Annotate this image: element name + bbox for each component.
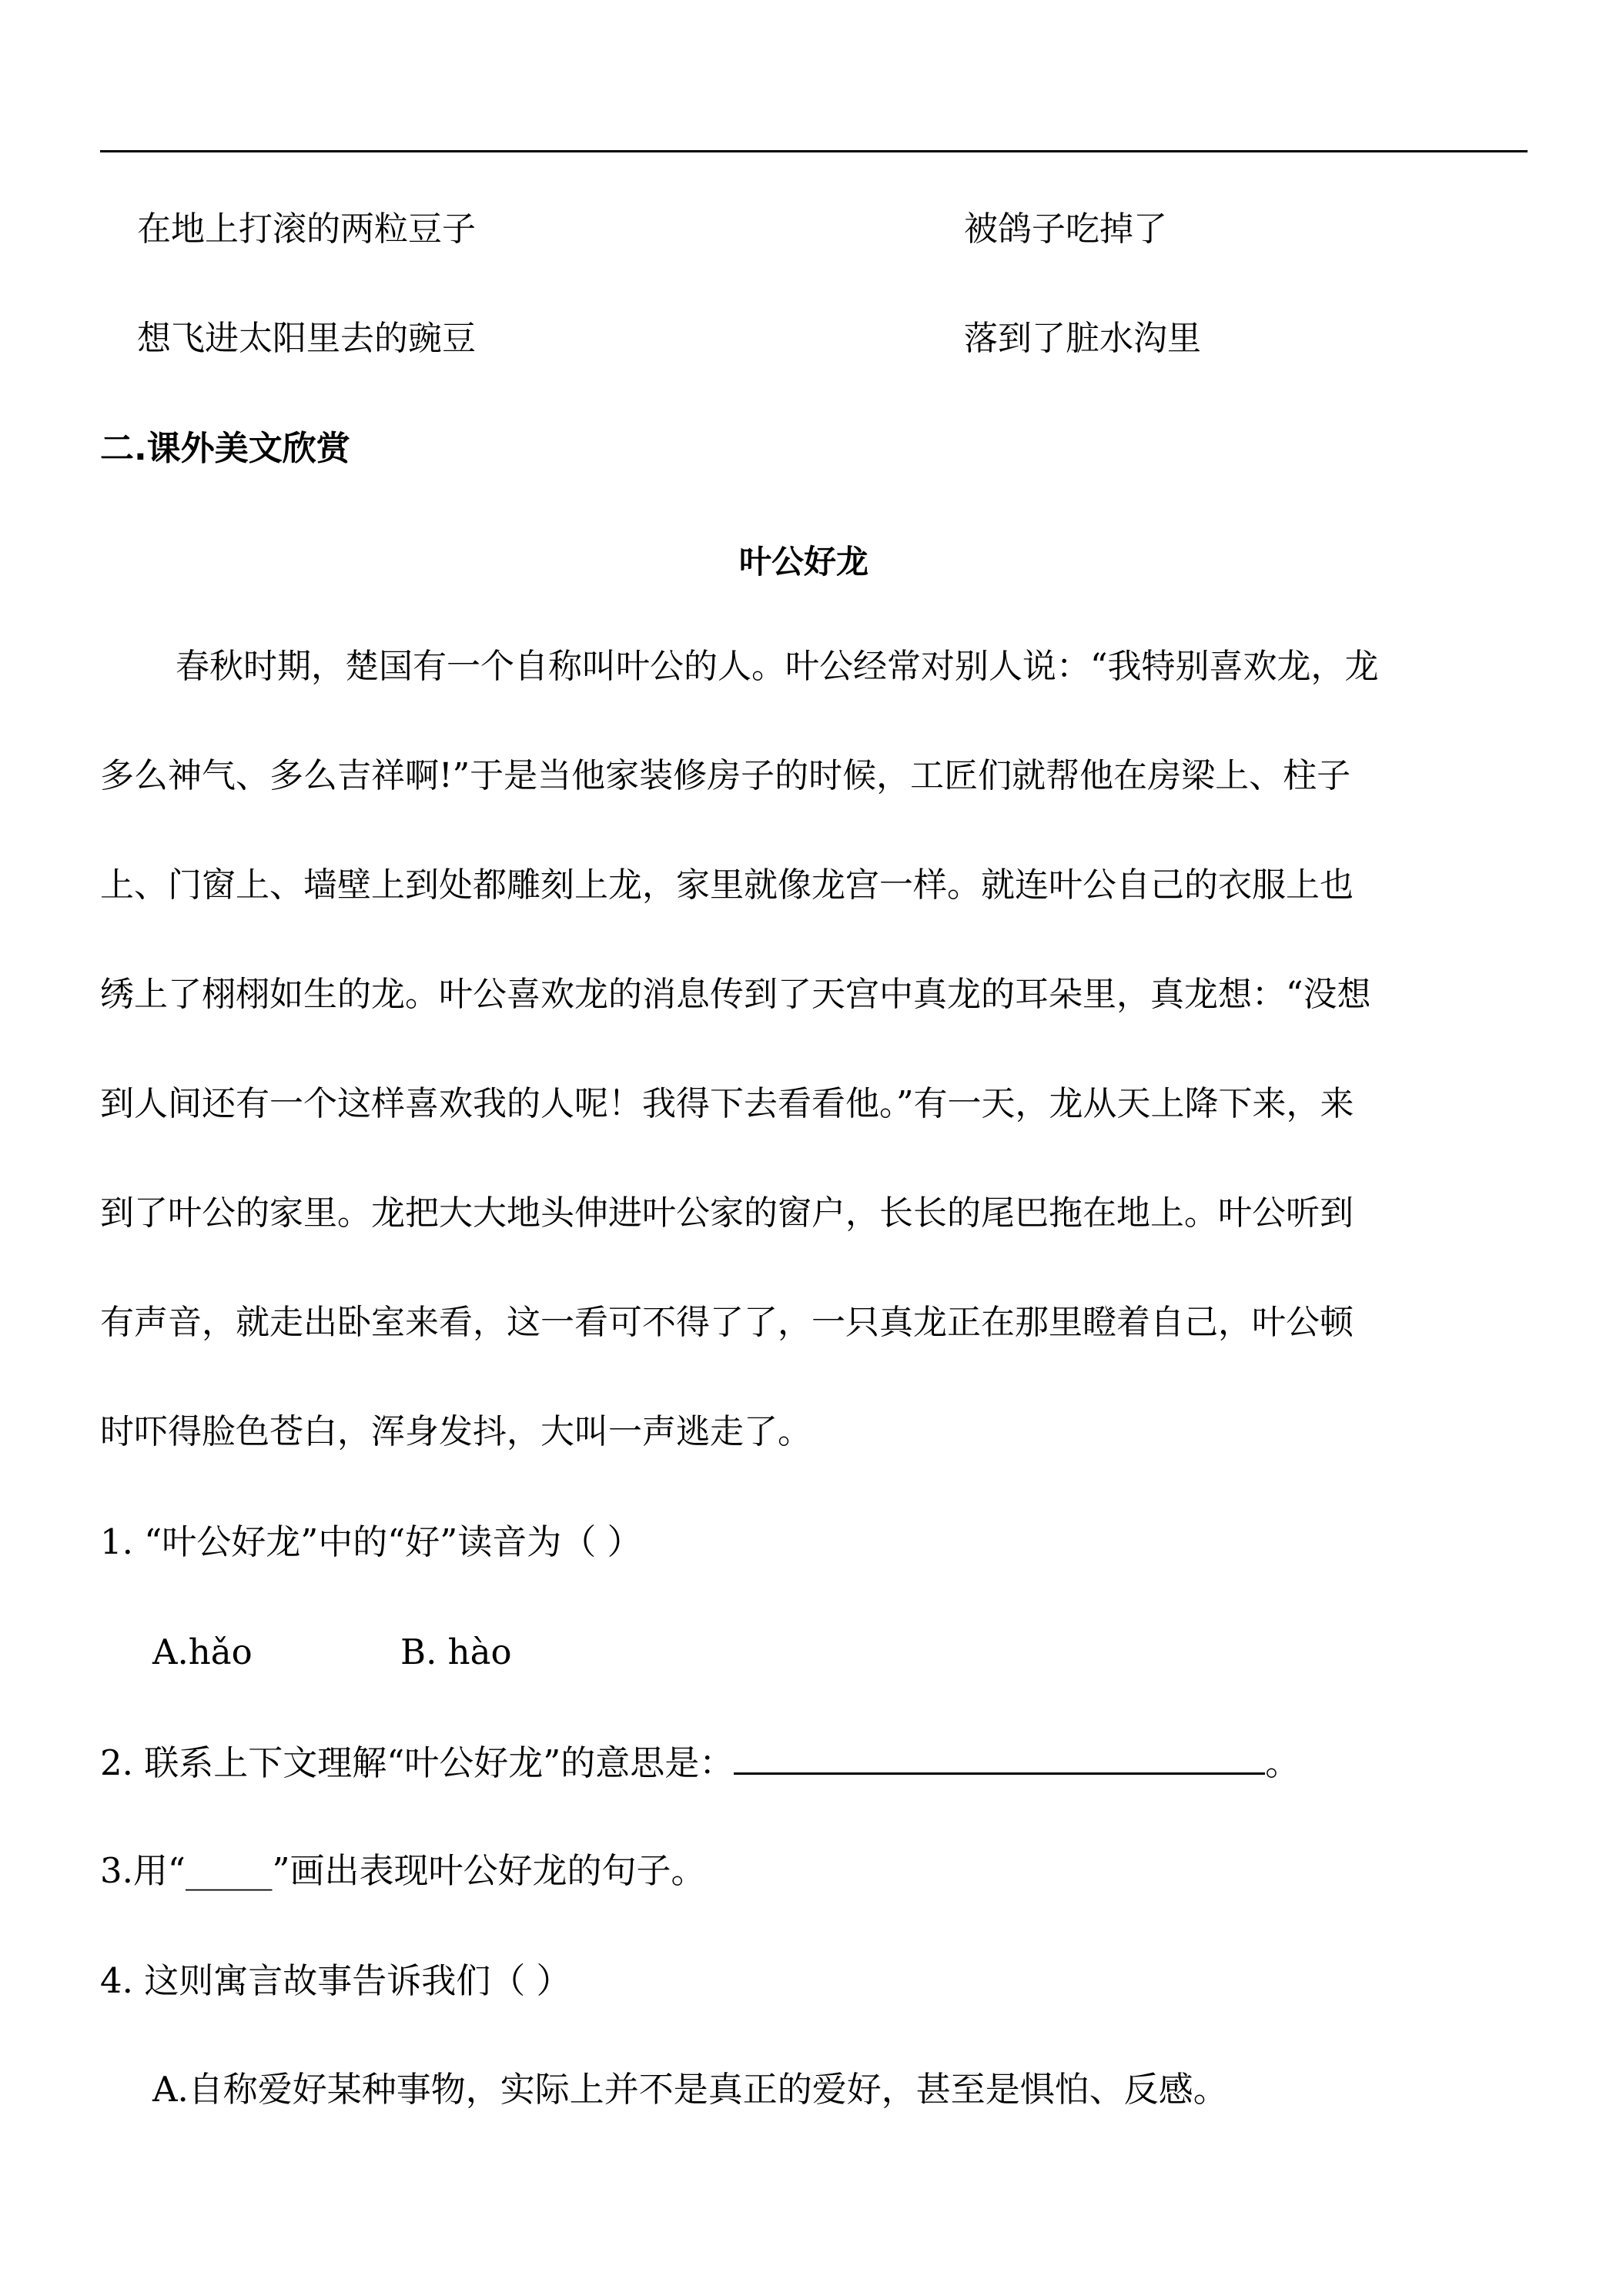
story-line-5: 到人间还有一个这样喜欢我的人呢！我得下去看看他。”有一天，龙从天上降下来，来 (100, 1084, 1354, 1123)
story-line-1: 春秋时期，楚国有一个自称叫叶公的人。叶公经常对别人说：“我特别喜欢龙，龙 (176, 647, 1379, 686)
right-item-1: 被鸽子吃掉了 (964, 209, 1167, 249)
story-line-8: 时吓得脸色苍白，浑身发抖，大叫一声逃走了。 (100, 1412, 812, 1451)
left-item-1: 在地上打滚的两粒豆子 (137, 209, 476, 249)
question-4-option-a: A.自称爱好某种事物，实际上并不是真正的爱好，甚至是惧怕、反感。 (152, 2069, 1228, 2110)
question-3-suffix: ”画出表现叶公好龙的句子。 (272, 1850, 706, 1891)
question-3-underline-sample: _____ (185, 1850, 273, 1891)
story-line-2: 多么神气、多么吉祥啊!”于是当他家装修房子的时候，工匠们就帮他在房梁上、柱子 (100, 756, 1351, 795)
question-4: 4. 这则寓言故事告诉我们（ ） (100, 1960, 571, 2001)
right-item-2: 落到了脏水沟里 (964, 319, 1201, 358)
question-3-prefix: 3.用“ (100, 1850, 186, 1891)
question-2-answer-blank[interactable] (734, 1739, 1265, 1775)
question-2 (100, 1739, 1300, 1786)
story-line-4: 绣上了栩栩如生的龙。叶公喜欢龙的消息传到了天宫中真龙的耳朵里，真龙想：“没想 (100, 975, 1371, 1014)
story-title: 叶公好龙 (739, 543, 869, 581)
story-line-3: 上、门窗上、墙壁上到处都雕刻上龙，家里就像龙宫一样。就连叶公自己的衣服上也 (100, 865, 1354, 905)
story-line-7: 有声音，就走出卧室来看，这一看可不得了了，一只真龙正在那里瞪着自己，叶公顿 (100, 1303, 1354, 1342)
section-heading: 二.课外美文欣赏 (100, 429, 350, 468)
top-rule (100, 150, 1528, 152)
left-item-2: 想飞进太阳里去的豌豆 (137, 319, 476, 358)
question-1: 1. “叶公好龙”中的“好”读音为（ ） (100, 1521, 642, 1562)
question-1-option-a: A.hǎo (152, 1632, 253, 1672)
question-2-prompt: 2. 联系上下文理解“叶公好龙”的意思是： (100, 1742, 735, 1783)
question-2-end-mark: 。 (1265, 1742, 1300, 1783)
story-line-6: 到了叶公的家里。龙把大大地头伸进叶公家的窗户，长长的尾巴拖在地上。叶公听到 (100, 1193, 1354, 1233)
question-1-option-b: B. hào (400, 1632, 512, 1672)
question-3 (100, 1848, 705, 1894)
